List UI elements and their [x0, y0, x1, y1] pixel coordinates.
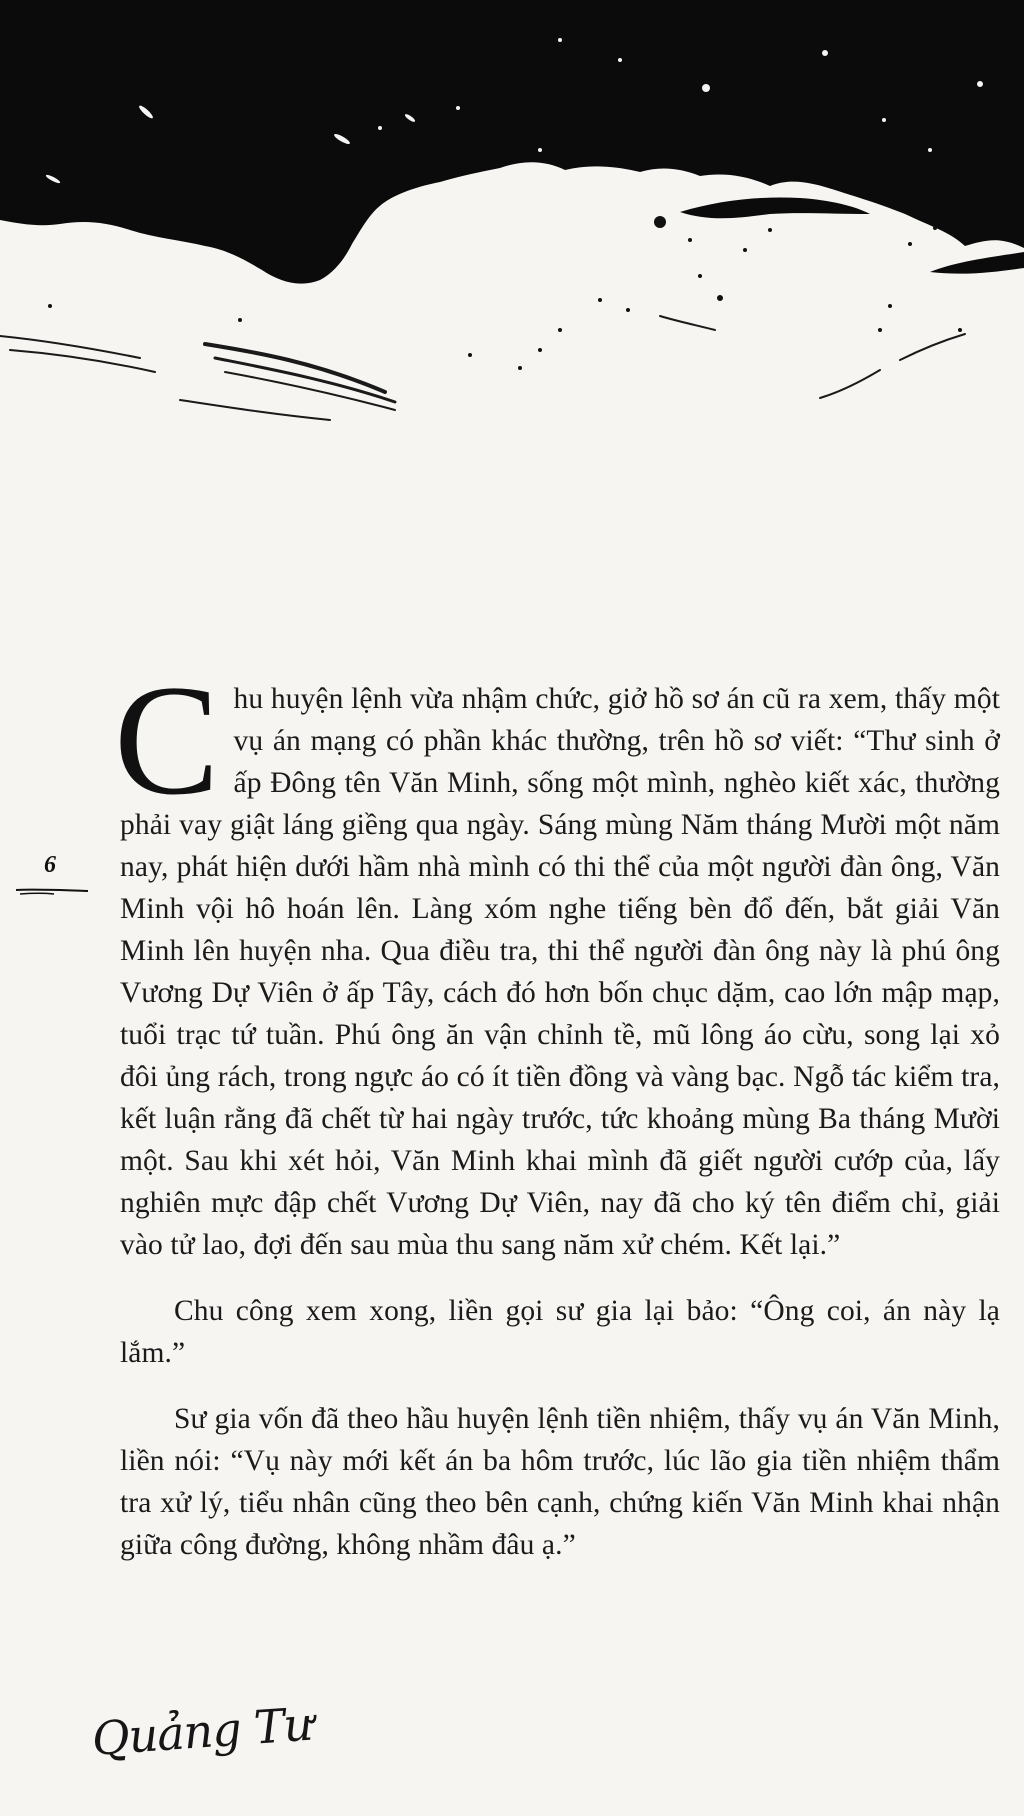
dry-brush-streaks: [0, 316, 965, 420]
ink-night-sky: [0, 0, 1024, 284]
ink-brush-stroke: [930, 252, 1024, 274]
author-signature: Quảng Tư: [90, 1696, 315, 1766]
drop-cap: C: [114, 653, 220, 828]
paragraph-1-text: hu huyện lệnh vừa nhậm chức, giở hồ sơ án cũ ra xem, thấy một vụ án mạng có phần khác thường, trên hồ sơ viết: “Thư sinh ở ấp Đông tên Văn Minh, sống một mình, nghèo kiết xác, thường phải vay giật láng giềng qua ngày. Sáng mùng Năm tháng Mười một năm nay, phát hiện dưới hầm nhà mình có thi thể của một người đàn ông, Văn Minh vội hô hoán lên. Làng xóm nghe tiếng bèn đổ đến, bắt giải Văn Minh lên huyện nha. Qua điều tra, thi thể người đàn ông này là phú ông Vương Dự Viên ở ấp Tây, cách đó hơn bốn chục dặm, cao lớn mập mạp, tuổi trạc tứ tuần. Phú ông ăn vận chỉnh tề, mũ lông áo cừu, song lại xỏ đôi ủng rách, trong ngực áo có ít tiền đồng và vàng bạc. Ngỗ tác kiểm tra, kết luận rằng đã chết từ hai ngày trước, tức khoảng mùng Ba tháng Mười một. Sau khi xét hỏi, Văn Minh khai mình đã giết người cướp của, lấy nghiên mực đập chết Vương Dự Viên, nay đã cho ký tên điểm chỉ, giải vào tử lao, đợi đến sau mùa thu sang năm xử chém. Kết lại.”: [120, 683, 1000, 1261]
page-number: 6: [44, 852, 56, 878]
paragraph-3: Sư gia vốn đã theo hầu huyện lệnh tiền nhiệm, thấy vụ án Văn Minh, liền nói: “Vụ này mới kết án ba hôm trước, lúc lão gia tiền nhiệm thẩm tra xử lý, tiểu nhân cũng theo bên cạnh, chứng kiến Văn Minh khai nhận giữa công đường, không nhầm đâu ạ.”: [120, 1403, 1000, 1561]
body-text: [114, 653, 1000, 1566]
ink-wash-header-illustration: [0, 0, 1024, 440]
paragraph-1: [114, 653, 1000, 1266]
paragraph-2: Chu công xem xong, liền gọi sư gia lại bảo: “Ông coi, án này lạ lắm.”: [120, 1295, 1000, 1369]
page-number-rule: [14, 884, 90, 898]
ink-brush-stroke: [680, 198, 870, 219]
